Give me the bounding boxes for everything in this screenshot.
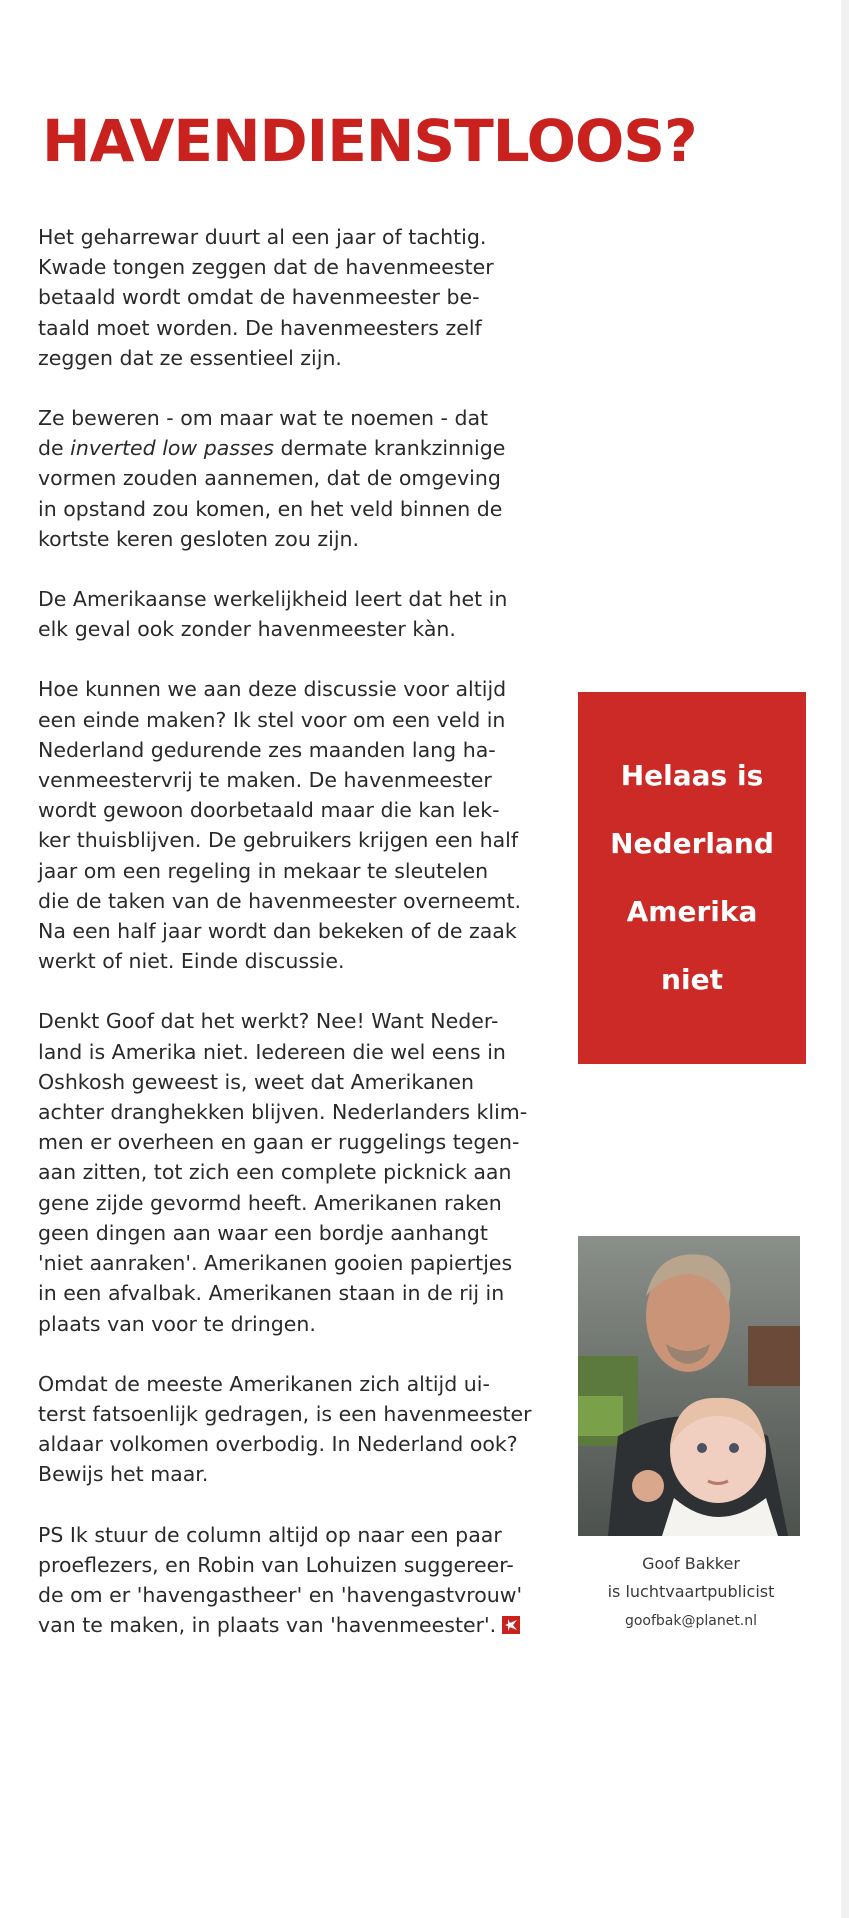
text-line: PS Ik stuur de column altijd op naar een paar <box>38 1522 502 1547</box>
page-title: HAVENDIENSTLOOS? <box>42 107 697 175</box>
text-line: werkt of niet. Einde discussie. <box>38 949 345 974</box>
text-line: taald moet worden. De havenmeesters zelf <box>38 315 482 340</box>
text-line: geen dingen aan waar een bordje aanhangt <box>38 1220 488 1245</box>
text-line: elk geval ook zonder havenmeester kàn. <box>38 617 456 642</box>
text-line: men er overheen en gaan er ruggelings tegen- <box>38 1130 520 1155</box>
text-line: de om er 'havengastheer' en 'havengastvrouw' <box>38 1582 523 1607</box>
text-line: jaar om een regeling in mekaar te sleutelen <box>38 858 489 883</box>
text-line: land is Amerika niet. Iedereen die wel eens in <box>38 1039 506 1064</box>
author-name: Goof Bakker <box>642 1554 740 1573</box>
text-line: achter dranghekken blijven. Nederlanders klim- <box>38 1100 528 1125</box>
text-line: zeggen dat ze essentieel zijn. <box>38 345 342 370</box>
text-line: Kwade tongen zeggen dat de havenmeester <box>38 255 494 280</box>
article-paragraph <box>38 1006 538 1338</box>
text-line: de inverted low passes dermate krankzinnige <box>38 436 506 461</box>
text-line: Het geharrewar duurt al een jaar of tachtig. <box>38 225 487 249</box>
pull-quote-line: niet <box>661 963 723 996</box>
text-line: Bewijs het maar. <box>38 1462 209 1487</box>
text-line: plaats van voor te dringen. <box>38 1311 316 1336</box>
pull-quote-line: Helaas is <box>620 759 764 792</box>
text-line: venmeestervrij te maken. De havenmeester <box>38 768 492 793</box>
text-line: een einde maken? Ik stel voor om een veld in <box>38 707 506 732</box>
pull-quote-box <box>578 692 806 1064</box>
pull-quote-line: Amerika <box>626 895 758 928</box>
article-paragraph <box>38 1520 538 1641</box>
text-line: proeflezers, en Robin van Lohuizen suggereer- <box>38 1552 514 1577</box>
airplane-end-mark-icon <box>502 1616 520 1634</box>
article-paragraph <box>38 403 538 554</box>
text-line: Omdat de meeste Amerikanen zich altijd ui- <box>38 1371 490 1396</box>
text-line: Denkt Goof dat het werkt? Nee! Want Neder- <box>38 1009 499 1034</box>
page-edge <box>841 0 849 1918</box>
text-line: wordt gewoon doorbetaald maar die kan lek- <box>38 798 500 823</box>
article-body <box>38 222 538 1670</box>
author-role: is luchtvaartpublicist <box>607 1582 775 1601</box>
text-line: Ze beweren - om maar wat te noemen - dat <box>38 406 489 431</box>
article-paragraph <box>38 674 538 976</box>
article-paragraph <box>38 584 538 644</box>
text-line: kortste keren gesloten zou zijn. <box>38 526 360 551</box>
photo-caption <box>578 1550 804 1636</box>
text-line: Oshkosh geweest is, weet dat Amerikanen <box>38 1069 475 1094</box>
author-photo-image <box>578 1236 800 1536</box>
author-photo <box>578 1236 800 1536</box>
author-email: goofbak@planet.nl <box>624 1613 758 1629</box>
text-line: De Amerikaanse werkelijkheid leert dat het in <box>38 587 508 612</box>
text-line: aan zitten, tot zich een complete picknick aan <box>38 1160 512 1185</box>
text-line: aldaar volkomen overbodig. In Nederland ook? <box>38 1432 518 1457</box>
text-line: ker thuisblijven. De gebruikers krijgen een half <box>38 828 519 853</box>
text-line: in opstand zou komen, en het veld binnen de <box>38 496 503 521</box>
text-line: die de taken van de havenmeester overneemt. <box>38 888 522 913</box>
text-line: 'niet aanraken'. Amerikanen gooien papiertjes <box>38 1251 513 1276</box>
text-line: Na een half jaar wordt dan bekeken of de zaak <box>38 919 517 944</box>
text-line: vormen zouden aannemen, dat de omgeving <box>38 466 501 491</box>
text-line: betaald wordt omdat de havenmeester be- <box>38 285 480 310</box>
article-paragraph <box>38 222 538 373</box>
italic-phrase: inverted low passes <box>70 436 274 461</box>
text-line: in een afvalbak. Amerikanen staan in de rij in <box>38 1281 505 1306</box>
article-paragraph <box>38 1369 538 1490</box>
text-line: gene zijde gevormd heeft. Amerikanen raken <box>38 1190 502 1215</box>
text-line: Nederland gedurende zes maanden lang ha- <box>38 737 496 762</box>
pull-quote-line: Nederland <box>610 827 774 860</box>
text-line: terst fatsoenlijk gedragen, is een havenmeester <box>38 1401 532 1426</box>
text-line: Hoe kunnen we aan deze discussie voor altijd <box>38 677 507 702</box>
text-line: van te maken, in plaats van 'havenmeester'. <box>38 1610 538 1640</box>
